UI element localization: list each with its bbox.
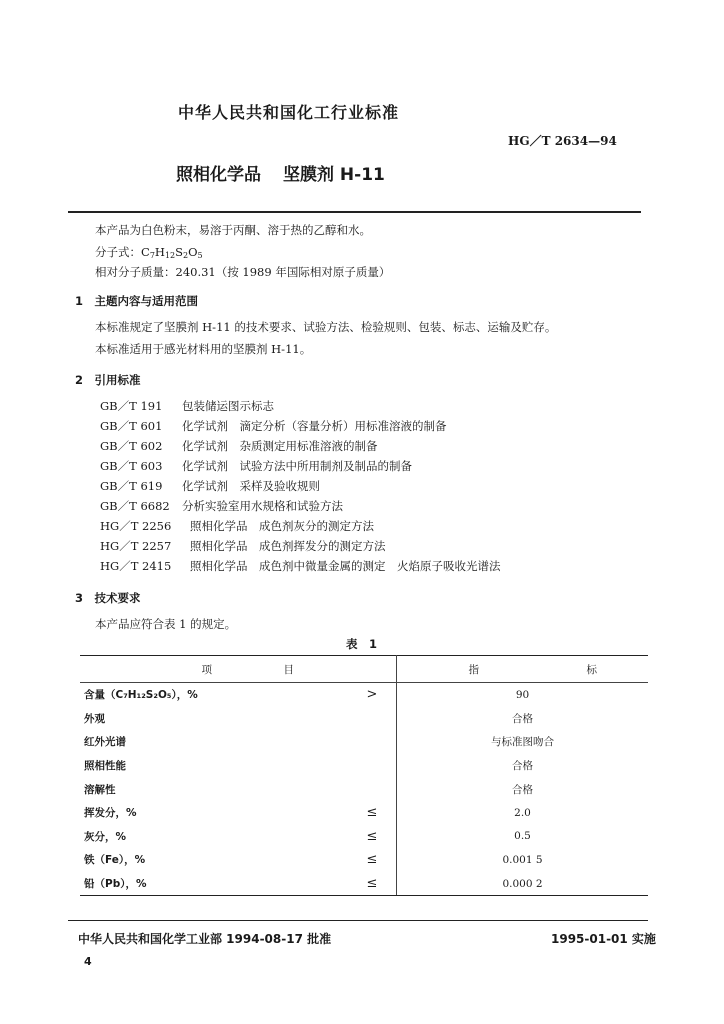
formula-o-sub: 5 xyxy=(197,251,203,260)
formula-c-sub: 7 xyxy=(149,251,155,260)
table-row xyxy=(80,848,648,872)
table-operator xyxy=(348,754,397,778)
table-row xyxy=(80,754,648,778)
table-row xyxy=(80,730,648,754)
reference-title: 照相化学品 成色剂灰分的测定方法 xyxy=(190,519,374,533)
document-title xyxy=(176,160,385,185)
table-operator xyxy=(348,730,397,754)
reference-code: GB／T 602 xyxy=(100,439,163,453)
title-product: 坚膜剂 H-11 xyxy=(283,165,385,185)
reference-item xyxy=(100,558,501,574)
table-row xyxy=(80,801,648,825)
reference-title: 照相化学品 成色剂中微量金属的测定 火焰原子吸收光谱法 xyxy=(190,559,501,573)
formula-s: S xyxy=(175,245,184,259)
table-item: 挥发分，% xyxy=(84,807,137,820)
reference-code: GB／T 601 xyxy=(100,419,163,433)
table-value: 0.000 2 xyxy=(397,872,649,896)
formula-label: 分子式： xyxy=(95,245,141,259)
header-value-b: 标 xyxy=(586,663,597,676)
reference-title: 化学试剂 采样及验收规则 xyxy=(182,479,320,493)
standard-number: HG／T 2634—94 xyxy=(508,134,617,148)
table-item: 外观 xyxy=(84,712,105,725)
formula-c: C xyxy=(141,245,150,259)
table-operator: ≤ xyxy=(348,848,397,872)
table-value: 0.5 xyxy=(514,830,531,843)
effective-date: 1995-01-01 实施 xyxy=(551,932,656,946)
reference-item xyxy=(100,398,274,414)
table-value: 合格 xyxy=(512,712,533,725)
header-rule xyxy=(68,211,641,213)
reference-title: 分析实验室用水规格和试验方法 xyxy=(182,499,343,513)
reference-item xyxy=(100,478,320,494)
table-item: 铁（Fe），% xyxy=(84,854,146,867)
section-2-title: 2 引用标准 xyxy=(75,373,141,387)
intro-description: 本产品为白色粉末，易溶于丙酮、溶于热的乙醇和水。 xyxy=(95,223,371,237)
reference-item xyxy=(100,458,412,474)
header-value-a: 指 xyxy=(468,663,479,676)
formula-h: H xyxy=(154,245,165,259)
specification-table xyxy=(80,655,648,896)
table-item: 溶解性 xyxy=(84,783,116,796)
reference-code: GB／T 6682 xyxy=(100,499,170,513)
reference-title: 照相化学品 成色剂挥发分的测定方法 xyxy=(190,539,386,553)
table-value: 2.0 xyxy=(514,806,531,819)
table-operator xyxy=(348,707,397,731)
section-3-title: 3 技术要求 xyxy=(75,591,141,605)
table-row xyxy=(80,707,648,731)
intro-molecular-mass: 相对分子质量：240.31（按 1989 年国际相对原子质量） xyxy=(95,265,391,279)
section-1-paragraph-1: 本标准规定了坚膜剂 H-11 的技术要求、试验方法、检验规则、包装、标志、运输及贮存。 xyxy=(95,320,557,334)
intro-formula xyxy=(95,244,203,260)
document-header-org: 中华人民共和国化工行业标准 xyxy=(178,103,400,122)
reference-code: GB／T 619 xyxy=(100,479,163,493)
formula-h-sub: 12 xyxy=(164,251,176,260)
header-value-cell xyxy=(397,656,649,683)
footer-rule xyxy=(68,920,648,921)
reference-title: 化学试剂 试验方法中所用制剂及制品的制备 xyxy=(182,459,412,473)
table-value: 合格 xyxy=(512,783,533,796)
reference-item xyxy=(100,418,447,434)
header-item-cell xyxy=(80,656,397,683)
table-operator: ≤ xyxy=(348,872,397,896)
table-row xyxy=(80,777,648,801)
table-operator: > xyxy=(348,683,397,707)
reference-code: HG／T 2257 xyxy=(100,539,172,553)
section-1-title: 1 主题内容与适用范围 xyxy=(75,294,199,308)
table-operator: ≤ xyxy=(348,801,397,825)
reference-code: GB／T 603 xyxy=(100,459,163,473)
approval-line: 中华人民共和国化学工业部 1994-08-17 批准 xyxy=(78,932,332,946)
reference-title: 化学试剂 滴定分析（容量分析）用标准溶液的制备 xyxy=(182,419,447,433)
reference-item xyxy=(100,498,343,514)
table-item: 含量（C₇H₁₂S₂O₅），% xyxy=(84,689,198,702)
reference-item xyxy=(100,538,386,554)
section-1-paragraph-2: 本标准适用于感光材料用的坚膜剂 H-11。 xyxy=(95,342,312,356)
table-value: 0.001 5 xyxy=(502,853,543,866)
title-category: 照相化学品 xyxy=(176,165,261,185)
table-item: 灰分，% xyxy=(84,830,127,843)
table-row xyxy=(80,872,648,896)
formula-s-sub: 2 xyxy=(183,251,189,260)
table-caption: 表 1 xyxy=(346,637,378,651)
header-item-b: 目 xyxy=(283,663,294,676)
table-row xyxy=(80,825,648,849)
table-item: 照相性能 xyxy=(84,760,126,773)
reference-code: HG／T 2256 xyxy=(100,519,172,533)
table-value: 与标准图吻合 xyxy=(491,736,554,749)
table-value: 90 xyxy=(515,688,530,701)
table-item: 红外光谱 xyxy=(84,736,126,749)
reference-code: HG／T 2415 xyxy=(100,559,172,573)
table-item: 铅（Pb），% xyxy=(80,872,348,896)
table-row xyxy=(80,683,648,707)
table-header-row xyxy=(80,656,648,683)
reference-item xyxy=(100,438,378,454)
reference-code: GB／T 191 xyxy=(100,399,163,413)
reference-item xyxy=(100,518,374,534)
header-item-a: 项 xyxy=(201,663,212,676)
table-operator xyxy=(348,777,397,801)
reference-title: 包装储运图示标志 xyxy=(182,399,274,413)
section-3-paragraph: 本产品应符合表 1 的规定。 xyxy=(95,617,237,631)
reference-title: 化学试剂 杂质测定用标准溶液的制备 xyxy=(182,439,378,453)
table-operator: ≤ xyxy=(348,825,397,849)
page-number: 4 xyxy=(84,955,92,968)
table-value: 合格 xyxy=(512,760,533,773)
formula-o: O xyxy=(188,245,198,259)
